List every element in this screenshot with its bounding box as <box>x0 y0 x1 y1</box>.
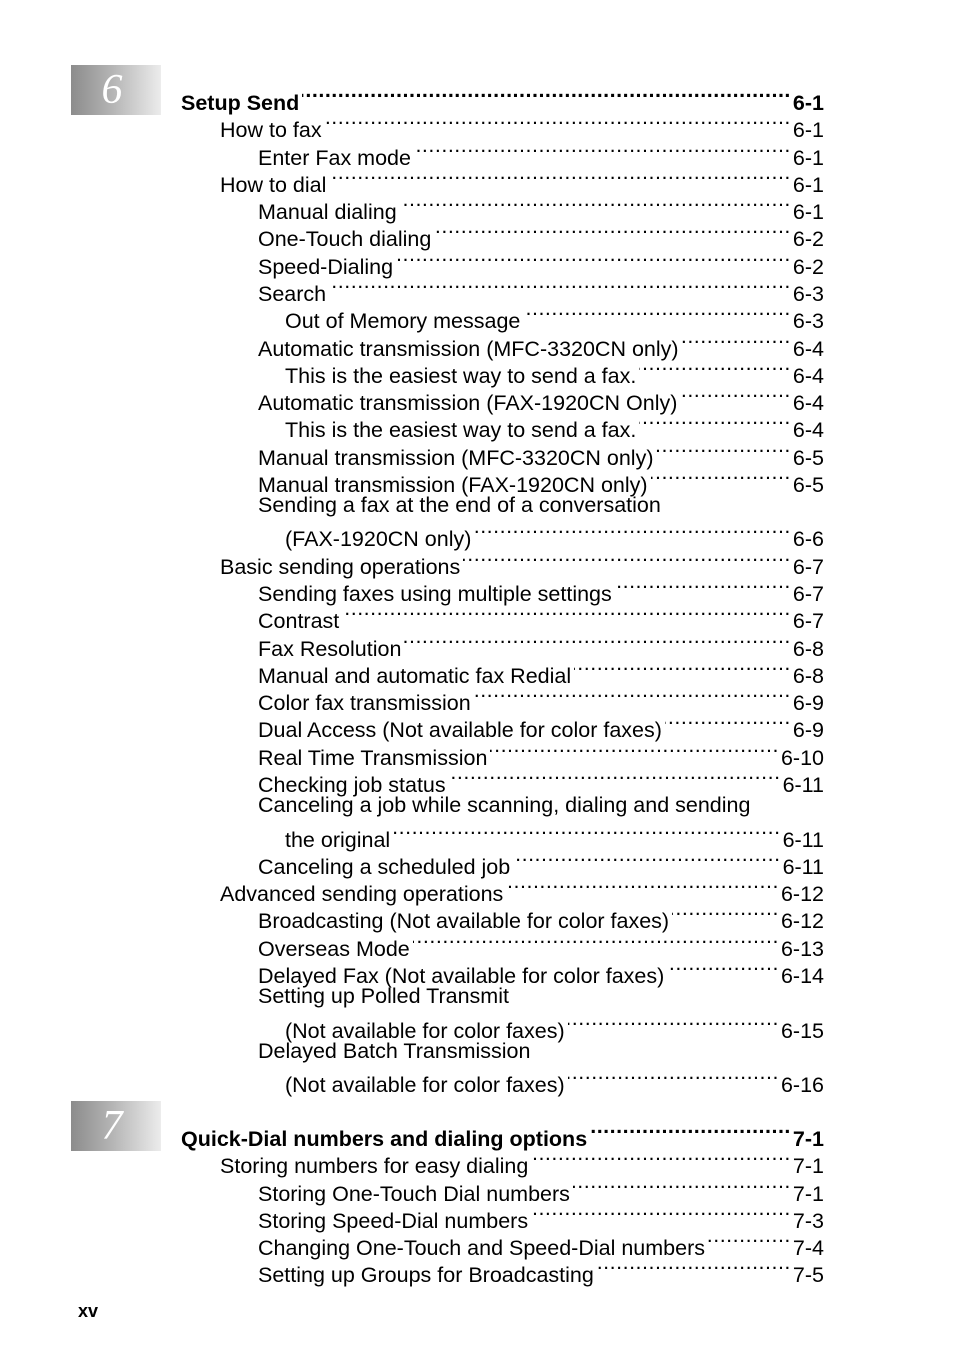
toc-entry[interactable] <box>258 683 824 715</box>
toc-entry-page: 6-9 <box>792 691 824 715</box>
toc-entry-title: (Not available for color faxes) <box>285 1073 565 1097</box>
toc-entry[interactable] <box>220 110 824 142</box>
dot-leader <box>573 1174 791 1201</box>
dot-leader <box>302 83 791 110</box>
dot-leader <box>531 1146 791 1173</box>
toc-entry-title: Manual transmission (MFC-3320CN only) <box>258 446 654 470</box>
toc-entry-page: 6-11 <box>782 828 824 852</box>
toc-entry-title: Real Time Transmission <box>258 746 488 770</box>
toc-entry-page: 7-3 <box>792 1209 824 1233</box>
chapter-number: 7 <box>101 1103 123 1149</box>
toc-entry-title: Automatic transmission (MFC-3320CN only) <box>258 337 679 361</box>
toc-entry-title: Manual dialing <box>258 200 397 224</box>
toc-entry-title: Sending faxes using multiple settings <box>258 582 612 606</box>
dot-leader <box>329 165 791 192</box>
toc-entry[interactable] <box>285 410 824 442</box>
dot-leader <box>396 247 791 274</box>
toc-entry[interactable] <box>258 1201 824 1233</box>
toc-entry[interactable] <box>220 1146 824 1178</box>
dot-leader <box>506 874 779 901</box>
dot-leader <box>597 1255 791 1282</box>
toc-entry-page: 6-6 <box>792 527 824 551</box>
toc-entry-page: 7-1 <box>792 1127 824 1151</box>
toc-entry[interactable] <box>258 192 824 224</box>
toc-entry-title: Setting up Polled Transmit <box>258 984 509 1008</box>
toc-entry-page: 6-11 <box>782 855 824 879</box>
toc-entry-page: 6-1 <box>792 91 824 115</box>
toc-entry[interactable] <box>220 874 824 906</box>
toc-entry-page: 6-12 <box>780 882 824 906</box>
dot-leader <box>463 547 791 574</box>
toc-entry[interactable] <box>220 165 824 197</box>
toc-entry-title: Out of Memory message <box>285 309 521 333</box>
toc-entry[interactable] <box>258 792 824 819</box>
toc-entry-page: 6-1 <box>792 173 824 197</box>
toc-entry-page: 6-5 <box>792 473 824 497</box>
toc-entry[interactable] <box>258 329 824 361</box>
toc-entry-title: Canceling a job while scanning, dialing and sending <box>258 793 751 817</box>
dot-leader <box>568 1011 779 1038</box>
toc-entry-title: Broadcasting (Not available for color faxes) <box>258 909 670 933</box>
toc-entry-page: 6-1 <box>792 118 824 142</box>
dot-leader <box>639 356 791 383</box>
toc-entry-page: 7-1 <box>792 1182 824 1206</box>
toc-entry-title: Setup Send <box>181 91 300 115</box>
toc-entry-title: (FAX-1920CN only) <box>285 527 472 551</box>
toc-entry-title: Dual Access (Not available for color faxes) <box>258 718 662 742</box>
dot-leader <box>590 1119 791 1146</box>
dot-leader <box>329 274 791 301</box>
toc-entry-page: 6-9 <box>792 718 824 742</box>
toc-entry-page: 6-15 <box>780 1019 824 1043</box>
toc-entry-page: 6-4 <box>792 337 824 361</box>
dot-leader <box>682 329 791 356</box>
chapter-tab <box>71 1101 161 1151</box>
dot-leader <box>474 683 791 710</box>
toc-entry-page: 6-7 <box>792 582 824 606</box>
toc-entry[interactable] <box>285 519 824 551</box>
toc-entry[interactable] <box>258 1255 824 1287</box>
toc-entry-page: 6-7 <box>792 609 824 633</box>
toc-entry-title: Search <box>258 282 327 306</box>
toc-entry-page: 6-1 <box>792 146 824 170</box>
toc-entry-page: 6-2 <box>792 227 824 251</box>
toc-entry-page: 6-8 <box>792 664 824 688</box>
toc-entry-page: 6-5 <box>792 446 824 470</box>
toc-entry[interactable] <box>258 1228 824 1260</box>
dot-leader <box>490 738 779 765</box>
toc-entry-title: Contrast <box>258 609 340 633</box>
toc-entry-title: One-Touch dialing <box>258 227 432 251</box>
dot-leader <box>513 847 780 874</box>
dot-leader <box>531 1201 791 1228</box>
toc-entry[interactable] <box>258 765 824 797</box>
toc-entry-title: Setting up Groups for Broadcasting <box>258 1263 594 1287</box>
toc-entry-title: Color fax transmission <box>258 691 471 715</box>
toc-entry-page: 6-3 <box>792 282 824 306</box>
toc-entry-page: 6-4 <box>792 364 824 388</box>
toc-entry-page: 6-12 <box>780 909 824 933</box>
toc-entry[interactable] <box>285 356 824 388</box>
dot-leader <box>568 1065 779 1092</box>
dot-leader <box>393 820 780 847</box>
toc-entry-page: 6-1 <box>792 200 824 224</box>
toc-entry-page: 6-10 <box>780 746 824 770</box>
toc-entry-page: 7-4 <box>792 1236 824 1260</box>
toc-entry-title: (Not available for color faxes) <box>285 1019 565 1043</box>
toc-entry-title: Manual transmission (FAX-1920CN only) <box>258 473 648 497</box>
toc-entry-page: 6-16 <box>780 1073 824 1097</box>
toc-entry[interactable] <box>285 820 824 852</box>
toc-entry-page: 6-8 <box>792 637 824 661</box>
toc-entry-title: This is the easiest way to send a fax. <box>285 364 637 388</box>
toc-entry-page: 6-7 <box>792 555 824 579</box>
dot-leader <box>667 956 779 983</box>
toc-entry[interactable] <box>258 956 824 988</box>
dot-leader <box>404 629 791 656</box>
toc-entry-title: Automatic transmission (FAX-1920CN Only) <box>258 391 678 415</box>
dot-leader <box>414 138 791 165</box>
dot-leader <box>651 465 791 492</box>
dot-leader <box>615 574 791 601</box>
toc-entry[interactable] <box>258 629 824 661</box>
toc-entry-title: Checking job status <box>258 773 446 797</box>
toc-entry[interactable] <box>258 574 824 606</box>
toc-entry-title: the original <box>285 828 391 852</box>
chapter-tab <box>71 65 161 115</box>
toc-entry[interactable] <box>285 301 824 333</box>
toc-entry-title: How to dial <box>220 173 327 197</box>
dot-leader <box>434 219 791 246</box>
toc-entry-page: 6-2 <box>792 255 824 279</box>
toc-entry[interactable] <box>258 983 824 1010</box>
toc-chapter-entry[interactable] <box>181 1119 824 1151</box>
toc-entry[interactable] <box>258 710 824 742</box>
toc-entry[interactable] <box>285 1011 824 1043</box>
toc-entry[interactable] <box>258 465 824 497</box>
dot-leader <box>680 383 791 410</box>
toc-entry[interactable] <box>258 1038 824 1065</box>
toc-entry[interactable] <box>258 601 824 633</box>
toc-chapter-entry[interactable] <box>181 83 824 115</box>
dot-leader <box>708 1228 791 1255</box>
toc-entry[interactable] <box>258 1174 824 1206</box>
toc-entry[interactable] <box>258 492 824 519</box>
toc-entry-title: Enter Fax mode <box>258 146 411 170</box>
toc-entry-page: 6-14 <box>780 964 824 988</box>
toc-entry[interactable] <box>258 656 824 688</box>
toc-entry[interactable] <box>258 138 824 170</box>
toc-entry-title: Canceling a scheduled job <box>258 855 511 879</box>
dot-leader <box>474 519 791 546</box>
toc-entry-page: 6-3 <box>792 309 824 333</box>
toc-entry[interactable] <box>258 438 824 470</box>
toc-entry-title: Basic sending operations <box>220 555 461 579</box>
toc-entry-title: This is the easiest way to send a fax. <box>285 418 637 442</box>
dot-leader <box>400 192 791 219</box>
toc-entry-title: Overseas Mode <box>258 937 410 961</box>
toc-entry[interactable] <box>258 901 824 933</box>
dot-leader <box>342 601 791 628</box>
dot-leader <box>574 656 791 683</box>
toc-entry-page: 6-13 <box>780 937 824 961</box>
toc-entry-title: Sending a fax at the end of a conversation <box>258 493 661 517</box>
toc-entry-title: Delayed Batch Transmission <box>258 1039 531 1063</box>
toc-entry-page: 7-5 <box>792 1263 824 1287</box>
toc-entry-title: Speed-Dialing <box>258 255 394 279</box>
toc-entry[interactable] <box>258 383 824 415</box>
toc-entry-page: 6-4 <box>792 418 824 442</box>
toc-entry-page: 7-1 <box>792 1154 824 1178</box>
dot-leader <box>325 110 791 137</box>
dot-leader <box>413 929 779 956</box>
dot-leader <box>672 901 779 928</box>
toc-entry-title: Changing One-Touch and Speed-Dial numbers <box>258 1236 705 1260</box>
dot-leader <box>523 301 791 328</box>
toc-entry[interactable] <box>258 219 824 251</box>
dot-leader <box>449 765 781 792</box>
toc-entry-page: 6-11 <box>782 773 824 797</box>
toc-entry-page: 6-4 <box>792 391 824 415</box>
toc-entry-title: Delayed Fax (Not available for color faxes) <box>258 964 665 988</box>
toc-entry-title: Manual and automatic fax Redial <box>258 664 572 688</box>
page-number: xv <box>78 1301 99 1321</box>
chapter-number: 6 <box>101 67 123 113</box>
toc-entry-title: Storing One-Touch Dial numbers <box>258 1182 570 1206</box>
toc-entry-title: Quick-Dial numbers and dialing options <box>181 1127 588 1151</box>
toc-entry-title: Storing numbers for easy dialing <box>220 1154 529 1178</box>
toc-entry[interactable] <box>258 929 824 961</box>
toc-entry-title: Storing Speed-Dial numbers <box>258 1209 529 1233</box>
toc-entry[interactable] <box>258 247 824 279</box>
toc-entry[interactable] <box>258 274 824 306</box>
toc-entry-title: How to fax <box>220 118 322 142</box>
toc-entry[interactable] <box>258 847 824 879</box>
toc-entry[interactable] <box>220 547 824 579</box>
toc-entry[interactable] <box>285 1065 824 1097</box>
dot-leader <box>665 710 791 737</box>
dot-leader <box>656 438 790 465</box>
toc-entry-title: Fax Resolution <box>258 637 402 661</box>
toc-entry-title: Advanced sending operations <box>220 882 504 906</box>
dot-leader <box>639 410 791 437</box>
toc-entry[interactable] <box>258 738 824 770</box>
